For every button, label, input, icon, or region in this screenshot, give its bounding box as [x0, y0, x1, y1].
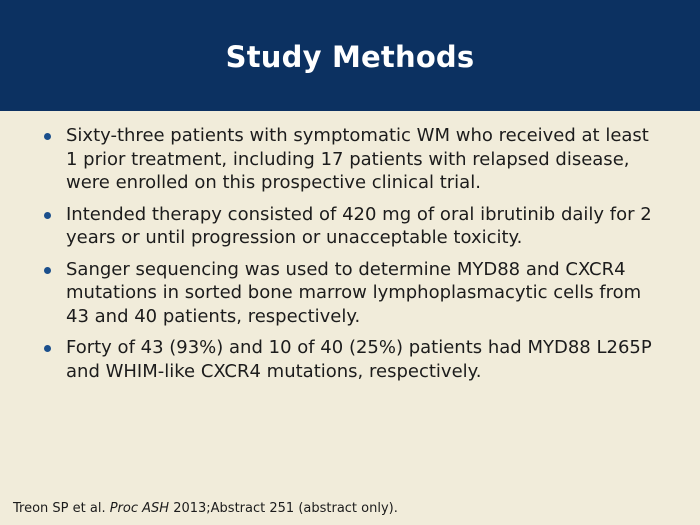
bullet-item: [44, 336, 664, 383]
slide-title: Study Methods: [225, 40, 475, 74]
citation-details: 2013;Abstract 251 (abstract only).: [173, 501, 398, 516]
citation-authors: Treon SP et al.: [13, 501, 106, 516]
bullet-list: [44, 124, 664, 391]
citation-journal: Proc ASH: [109, 501, 170, 516]
bullet-item: [44, 124, 664, 195]
bullet-text: Forty of 43 (93%) and 10 of 40 (25%) patients had MYD88 L265P and WHIM-like CXCR4 mutations, respectively.: [66, 337, 652, 382]
citation-footnote: [13, 500, 398, 518]
bullet-dot-icon: [44, 267, 51, 274]
bullet-dot-icon: [44, 133, 51, 140]
bullet-text: Sixty-three patients with symptomatic WM who received at least 1 prior treatment, including 17 patients with relapsed disease, were enrolled on this prospective clinical trial.: [66, 125, 649, 193]
bullet-item: [44, 258, 664, 329]
title-bar: [0, 0, 700, 111]
bullet-text: Intended therapy consisted of 420 mg of oral ibrutinib daily for 2 years or until progression or unacceptable toxicity.: [66, 203, 652, 248]
bullet-text: Sanger sequencing was used to determine MYD88 and CXCR4 mutations in sorted bone marrow lymphoplasmacytic cells from 43 and 40 patients, respectively.: [66, 258, 642, 327]
bullet-item: [44, 203, 664, 250]
bullet-dot-icon: [44, 212, 51, 219]
bullet-dot-icon: [44, 345, 51, 352]
